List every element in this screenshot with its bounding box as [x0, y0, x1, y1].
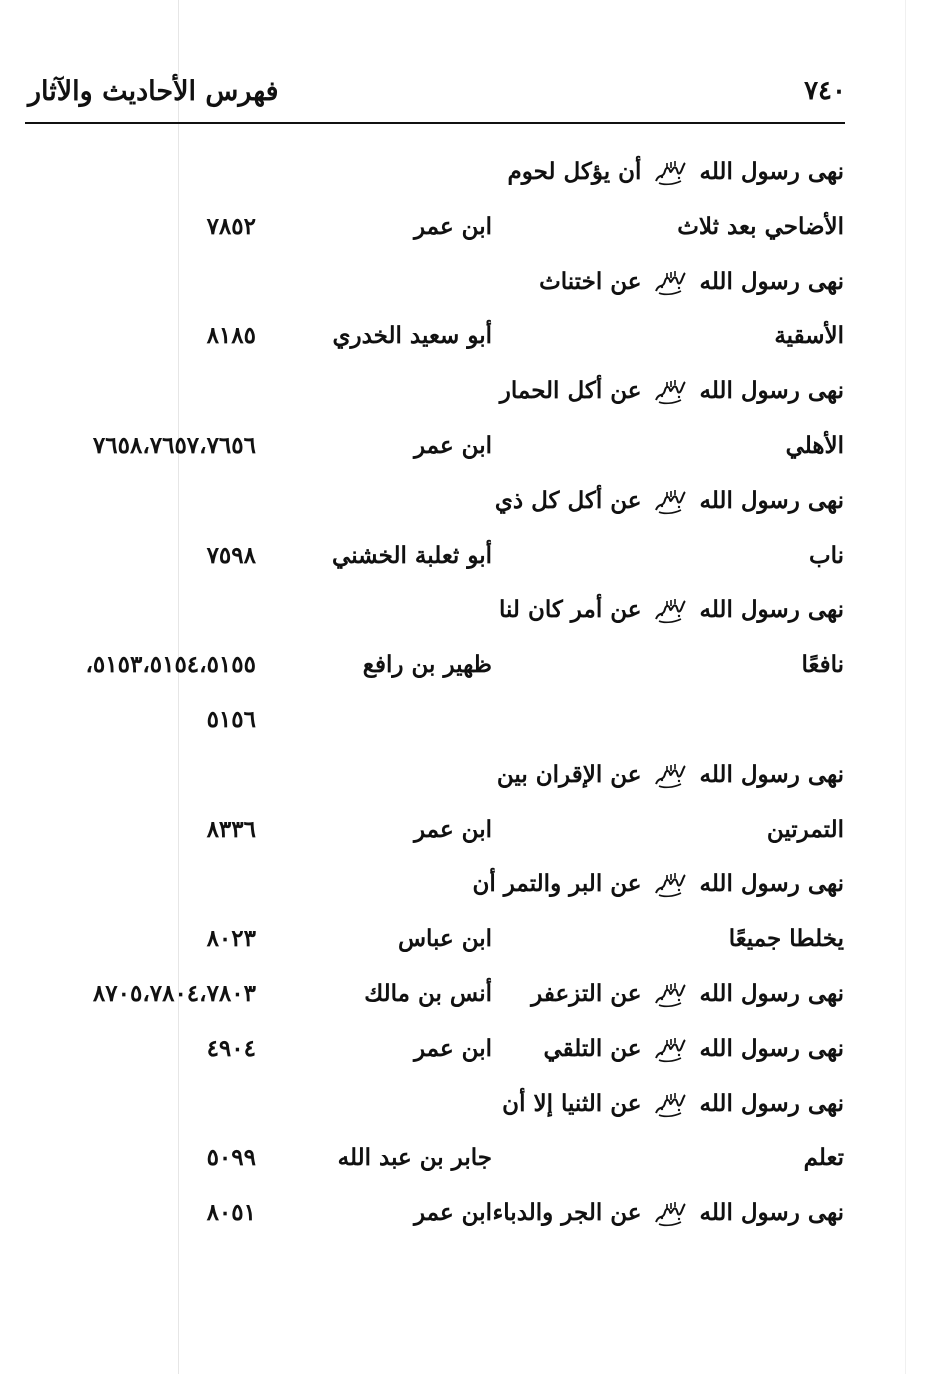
hadith-reference-numbers: ٥١٥٦: [206, 706, 256, 733]
hadith-text-end: عن الجر والدباء: [492, 1199, 642, 1226]
hadith-text: [729, 919, 844, 959]
hadith-text: [508, 152, 844, 192]
index-row: [0, 755, 932, 795]
hadith-reference-numbers: ٧٨٥٢: [206, 213, 256, 240]
hadith-reference-numbers: ٧٥٩٨: [206, 542, 256, 569]
hadith-text-end: عن التزعفر: [531, 980, 642, 1007]
hadith-text-start: الأهلي: [785, 432, 844, 459]
hadith-text-start: نهى رسول الله: [699, 1035, 844, 1062]
index-row: [0, 1084, 932, 1124]
hadith-text: [786, 426, 844, 466]
salla-allahu-alayhi-wasallam-ligature-icon: [653, 269, 687, 297]
hadith-text-start: نهى رسول الله: [699, 158, 844, 185]
hadith-text: [774, 316, 844, 356]
hadith-text: [801, 645, 844, 685]
hadith-text: [497, 755, 844, 795]
hadith-text: [492, 1193, 844, 1233]
hadith-text-start: نهى رسول الله: [699, 1090, 844, 1117]
hadith-text-end: عن أكل كل ذي: [494, 487, 642, 514]
narrator: أنس بن مالك: [364, 980, 492, 1007]
index-row: [0, 974, 932, 1014]
hadith-text-start: نهى رسول الله: [699, 761, 844, 788]
hadith-text-end: عن أكل الحمار: [499, 377, 642, 404]
salla-allahu-alayhi-wasallam-ligature-icon: [653, 1200, 687, 1228]
hadith-text-start: تعلم: [803, 1144, 844, 1171]
index-row: [0, 700, 932, 740]
hadith-text-start: نهى رسول الله: [699, 377, 844, 404]
hadith-text-start: نهى رسول الله: [699, 980, 844, 1007]
hadith-text-end: عن الإقران بين: [496, 761, 642, 788]
index-row: [0, 207, 932, 247]
narrator: ابن عباس: [397, 925, 492, 952]
hadith-text-end: عن اختناث: [539, 268, 642, 295]
salla-allahu-alayhi-wasallam-ligature-icon: [653, 378, 687, 406]
hadith-text: [495, 481, 844, 521]
narrator: ابن عمر: [413, 213, 492, 240]
hadith-reference-numbers: ٨١٨٥: [206, 322, 256, 349]
index-row: [0, 152, 932, 192]
hadith-text-end: أن يؤكل لحوم: [507, 158, 642, 185]
index-row: [0, 536, 932, 576]
running-title: فهرس الأحاديث والآثار: [28, 76, 279, 107]
hadith-text-start: نافعًا: [801, 651, 844, 678]
hadith-text-end: عن البر والتمر أن: [472, 870, 642, 897]
hadith-text: [539, 262, 844, 302]
index-row: [0, 316, 932, 356]
hadith-text-end: عن التلقي: [543, 1035, 642, 1062]
hadith-text-start: نهى رسول الله: [699, 870, 844, 897]
index-row: [0, 1193, 932, 1233]
hadith-text: [804, 1138, 844, 1178]
narrator: ابن عمر: [413, 816, 492, 843]
hadith-text-start: الأضاحي بعد ثلاث: [677, 213, 844, 240]
hadith-text-end: عن الثنيا إلا أن: [502, 1090, 642, 1117]
index-row: [0, 426, 932, 466]
hadith-text-start: نهى رسول الله: [699, 268, 844, 295]
narrator: ابن عمر: [413, 1199, 492, 1226]
hadith-text: [767, 810, 844, 850]
hadith-text: [502, 1084, 844, 1124]
hadith-reference-numbers: ٨٣٣٦: [206, 816, 256, 843]
index-row: [0, 371, 932, 411]
narrator: جابر بن عبد الله: [337, 1144, 492, 1171]
salla-allahu-alayhi-wasallam-ligature-icon: [653, 981, 687, 1009]
hadith-text-end: عن أمر كان لنا: [498, 596, 642, 623]
index-row: [0, 645, 932, 685]
hadith-text-start: التمرتين: [766, 816, 844, 843]
salla-allahu-alayhi-wasallam-ligature-icon: [653, 1036, 687, 1064]
hadith-text-start: نهى رسول الله: [699, 596, 844, 623]
hadith-reference-numbers: ٨٧٠٥،٧٨٠٤،٧٨٠٣: [92, 980, 256, 1007]
hadith-text-start: نهى رسول الله: [699, 1199, 844, 1226]
hadith-reference-numbers: ٥٠٩٩: [206, 1144, 256, 1171]
index-row: [0, 1138, 932, 1178]
narrator: أبو ثعلبة الخشني: [332, 542, 492, 569]
page-number: ٧٤٠: [804, 76, 846, 106]
hadith-text: [472, 864, 844, 904]
hadith-text: [677, 207, 844, 247]
hadith-text-start: نهى رسول الله: [699, 487, 844, 514]
salla-allahu-alayhi-wasallam-ligature-icon: [653, 159, 687, 187]
hadith-text-start: يخلطا جميعًا: [728, 925, 844, 952]
index-row: [0, 1029, 932, 1069]
hadith-text: [809, 536, 844, 576]
hadith-text: [531, 974, 844, 1014]
hadith-text: [543, 1029, 844, 1069]
index-row: [0, 919, 932, 959]
hadith-reference-numbers: ٥١٥٣،٥١٥٤،٥١٥٥،: [85, 651, 256, 678]
hadith-reference-numbers: ٧٦٥٨،٧٦٥٧،٧٦٥٦: [92, 432, 256, 459]
index-row: [0, 864, 932, 904]
index-row: [0, 481, 932, 521]
salla-allahu-alayhi-wasallam-ligature-icon: [653, 871, 687, 899]
hadith-text-start: ناب: [808, 542, 844, 569]
salla-allahu-alayhi-wasallam-ligature-icon: [653, 488, 687, 516]
hadith-reference-numbers: ٤٩٠٤: [206, 1035, 256, 1062]
salla-allahu-alayhi-wasallam-ligature-icon: [653, 762, 687, 790]
salla-allahu-alayhi-wasallam-ligature-icon: [653, 597, 687, 625]
narrator: أبو سعيد الخدري: [332, 322, 492, 349]
hadith-text: [499, 590, 844, 630]
index-row: [0, 262, 932, 302]
narrator: ابن عمر: [413, 432, 492, 459]
index-row: [0, 810, 932, 850]
hadith-reference-numbers: ٨٠٢٣: [206, 925, 256, 952]
index-row: [0, 590, 932, 630]
hadith-text: [500, 371, 844, 411]
salla-allahu-alayhi-wasallam-ligature-icon: [653, 1091, 687, 1119]
narrator: ابن عمر: [413, 1035, 492, 1062]
hadith-reference-numbers: ٨٠٥١: [206, 1199, 256, 1226]
narrator: ظهير بن رافع: [362, 651, 492, 678]
hadith-text-start: الأسقية: [774, 322, 844, 349]
